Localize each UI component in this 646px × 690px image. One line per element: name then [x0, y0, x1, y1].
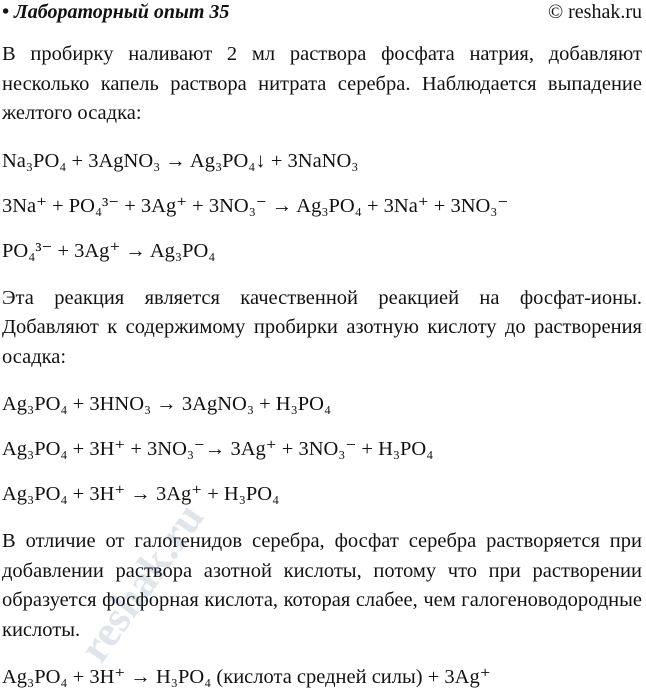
document-body: [2, 40, 642, 690]
equation-dissolution-molecular: Ag₃PO₄ + 3HNO₃ → 3AgNO₃ + H₃PO₄: [2, 393, 332, 415]
paragraph-conclusion: В отличие от галогенидов серебра, фосфат серебра растворяется при добавлении раствора азотной кислоты, потому что при растворении образуется фосфорная кислота, которая слабее, чем галогеноводородные кислоты.: [2, 530, 642, 641]
equation-short-ionic: PO₄³⁻ + 3Ag⁺ → Ag₃PO₄: [2, 239, 216, 262]
equation-dissolution-short-ionic: Ag₃PO₄ + 3H⁺ → 3Ag⁺ + H₃PO₄: [2, 483, 280, 505]
page-title: • Лабораторный опыт 35: [2, 1, 230, 23]
source-label: © reshak.ru: [547, 1, 642, 23]
equation-dissolution-full-ionic: Ag₃PO₄ + 3H⁺ + 3NO₃⁻→ 3Ag⁺ + 3NO₃⁻ + H₃PO₄: [2, 438, 434, 460]
watermark-text: reshak.ru: [69, 494, 214, 671]
paragraph-qualitative: Эта реакция является качественной реакцией на фосфат-ионы. Добавляют к содержимому пробирки азотную кислоту до растворения осадка:: [2, 286, 642, 368]
equation-molecular: Na₃PO₄ + 3AgNO₃ → Ag₃PO₄↓ + 3NaNO₃: [2, 149, 359, 172]
equation-final: Ag₃PO₄ + 3H⁺ → H₃PO₄ (кислота средней силы) + 3Ag⁺: [2, 666, 491, 688]
page-header: [0, 0, 646, 28]
equation-full-ionic: 3Na⁺ + PO₄³⁻ + 3Ag⁺ + 3NO₃⁻ → Ag₃PO₄ + 3Na⁺ + 3NO₃⁻: [2, 194, 509, 217]
paragraph-intro: В пробирку наливают 2 мл раствора фосфата натрия, добавляют несколько капель раствора нитрата серебра. Наблюдается выпадение желтого осадка:: [2, 43, 642, 124]
